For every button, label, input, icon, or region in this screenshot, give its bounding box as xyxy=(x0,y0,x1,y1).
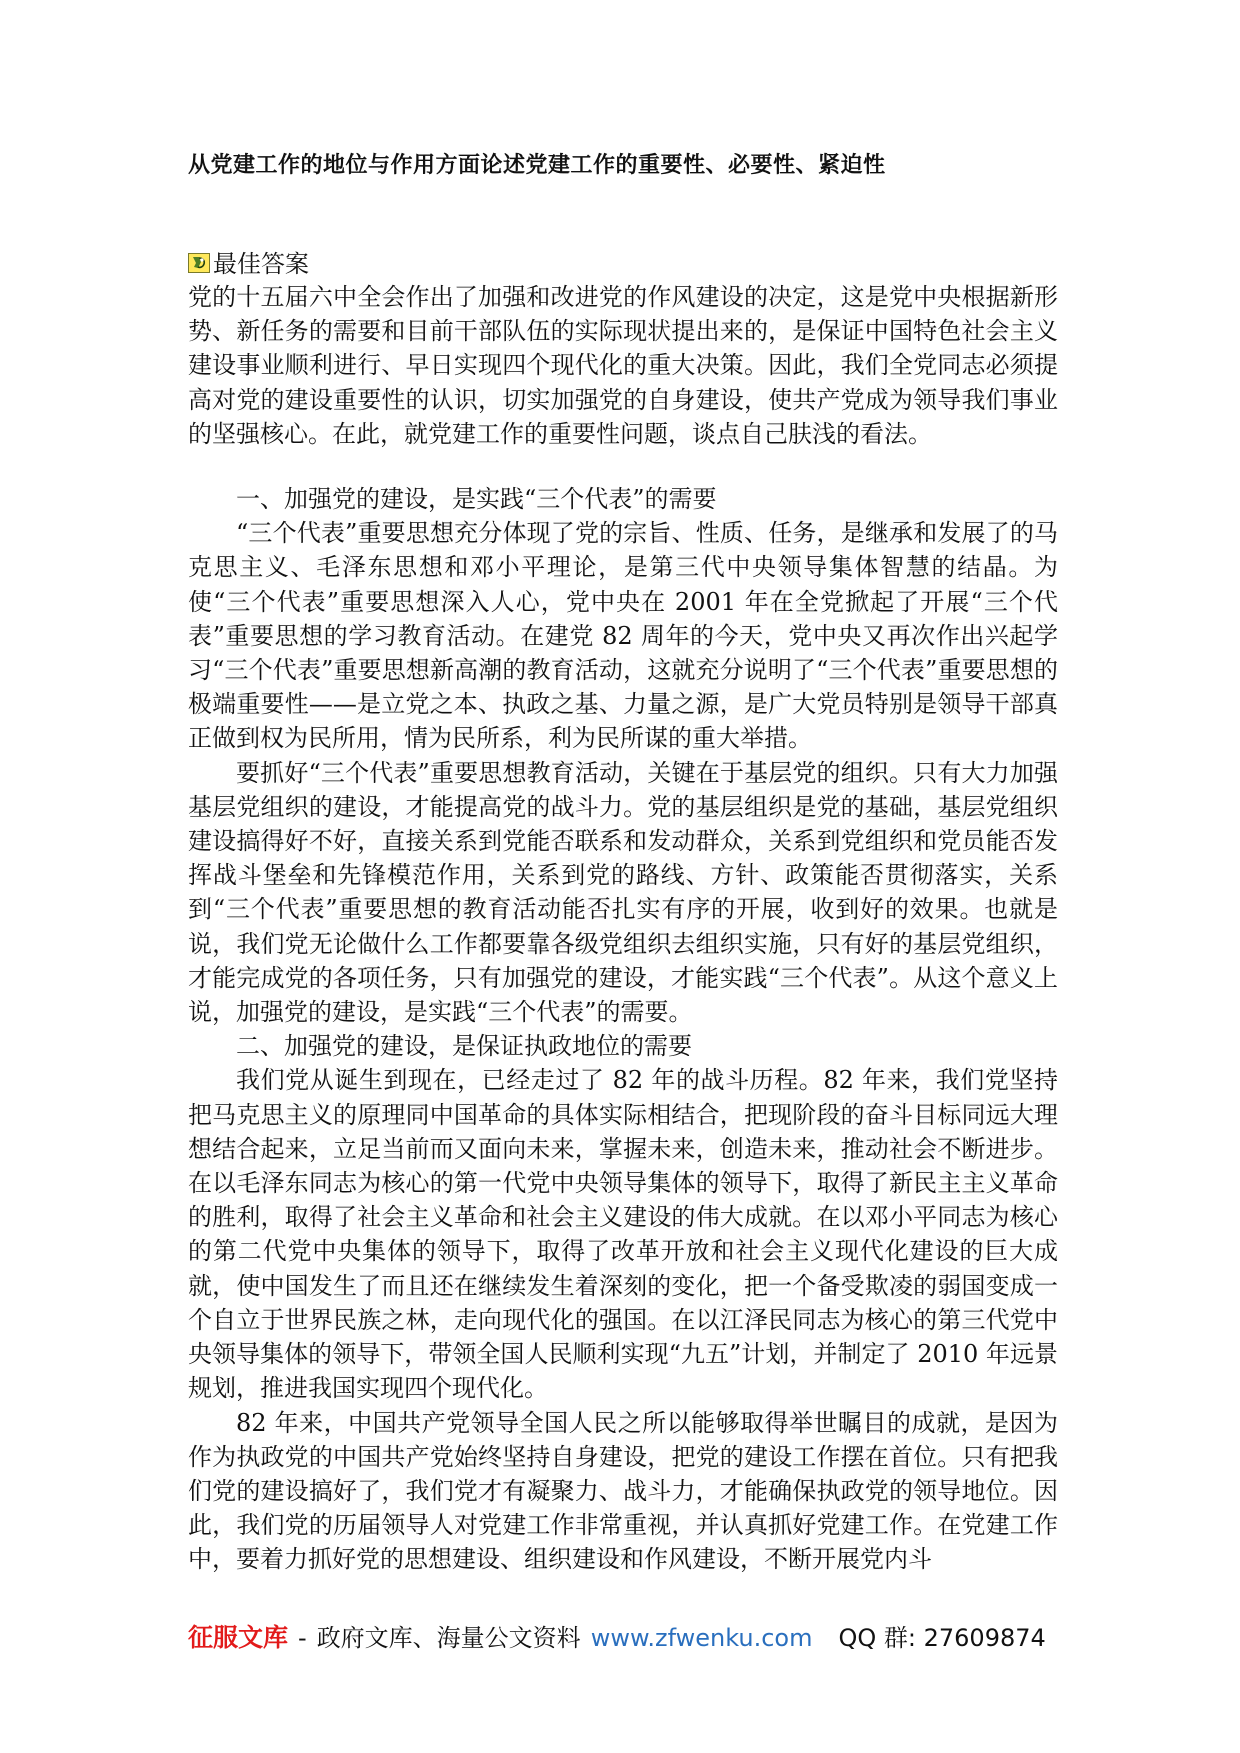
footer-qq-group: QQ 群: 27609874 xyxy=(838,1624,1046,1652)
best-answer-text: 最佳答案 xyxy=(213,250,309,278)
document-title: 从党建工作的地位与作用方面论述党建工作的重要性、必要性、紧迫性 xyxy=(188,152,886,178)
page-footer xyxy=(188,1620,1058,1656)
article-body xyxy=(188,280,1058,1577)
footer-brand: 征服文库 xyxy=(188,1623,289,1652)
footer-url-link[interactable]: www.zfwenku.com xyxy=(590,1624,813,1652)
section-heading-2: 二、加强党的建设，是保证执政地位的需要 xyxy=(236,1032,692,1061)
paragraph: 要抓好“三个代表”重要思想教育活动，关键在于基层党的组织。只有大力加强基层党组织的建设，才能提高党的战斗力。党的基层组织是党的基础，基层党组织建设搞得好不好，直接关系到党能否联系和发动群众，关系到党组织和党员能否发挥战斗堡垒和先锋模范作用，关系到党的路线、方针、政策能否贯彻落实，关系到“三个代表”重要思想的教育活动能否扎实有序的开展，收到好的效果。也就是说，我们党无论做什么工作都要靠各级党组织去组织实施，只有好的基层党组织，才能完成党的各项任务，只有加强党的建设，才能实践“三个代表”。从这个意义上说，加强党的建设，是实践“三个代表”的需要。 xyxy=(188,758,1058,1027)
intro-paragraph: 党的十五届六中全会作出了加强和改进党的作风建设的决定，这是党中央根据新形势、新任务的需要和目前干部队伍的实际现状提出来的，是保证中国特色社会主义建设事业顺利进行、早日实现四个现代化的重大决策。因此，我们全党同志必须提高对党的建设重要性的认识，切实加强党的自身建设，使共产党成为领导我们事业的坚强核心。在此，就党建工作的重要性问题，谈点自己肤浅的看法。 xyxy=(188,283,1058,448)
paragraph: “三个代表”重要思想充分体现了党的宗旨、性质、任务，是继承和发展了的马克思主义、毛泽东思想和邓小平理论，是第三代中央领导集体智慧的结晶。为使“三个代表”重要思想深入人心，党中央在 2001 年在全党掀起了开展“三个代表”重要思想的学习教育活动。在建党 82 周年的今天，党中央又再次作出兴起学习“三个代表”重要思想新高潮的教育活动，这就充分说明了“三个代表”重要思想的极端重要性——是立党之本、执政之基、力量之源，是广大党员特别是领导干部真正做到权为民所用，情为民所系，利为民所谋的重大举措。 xyxy=(188,519,1058,753)
footer-slogan: 政府文库、海量公文资料 xyxy=(316,1624,581,1652)
best-answer-label xyxy=(188,246,309,282)
paragraph: 82 年来，中国共产党领导全国人民之所以能够取得举世瞩目的成就，是因为作为执政党的中国共产党始终坚持自身建设，把党的建设工作摆在首位。只有把我们党的建设搞好了，我们党才有凝聚力、战斗力，才能确保执政党的领导地位。因此，我们党的历届领导人对党建工作非常重视，并认真抓好党建工作。在党建工作中，要着力抓好党的思想建设、组织建设和作风建设，不断开展党内斗 xyxy=(188,1408,1058,1574)
paragraph: 我们党从诞生到现在，已经走过了 82 年的战斗历程。82 年来，我们党坚持把马克思主义的原理同中国革命的具体实际相结合，把现阶段的奋斗目标同远大理想结合起来，立足当前而又面向未来，掌握未来，创造未来，推动社会不断进步。在以毛泽东同志为核心的第一代党中央领导集体的领导下，取得了新民主主义革命的胜利，取得了社会主义革命和社会主义建设的伟大成就。在以邓小平同志为核心的第二代党中央集体的领导下，取得了改革开放和社会主义现代化建设的巨大成就，使中国发生了而且还在继续发生着深刻的变化，把一个备受欺凌的弱国变成一个自立于世界民族之林，走向现代化的强国。在以江泽民同志为核心的第三代党中央领导集体的领导下，带领全国人民顺利实现“九五”计划，并制定了 2010 年远景规划，推进我国实现四个现代化。 xyxy=(188,1066,1058,1403)
section-heading-1: 一、加强党的建设，是实践“三个代表”的需要 xyxy=(236,485,717,514)
answer-badge-icon xyxy=(188,253,210,273)
footer-separator: - xyxy=(298,1624,307,1652)
